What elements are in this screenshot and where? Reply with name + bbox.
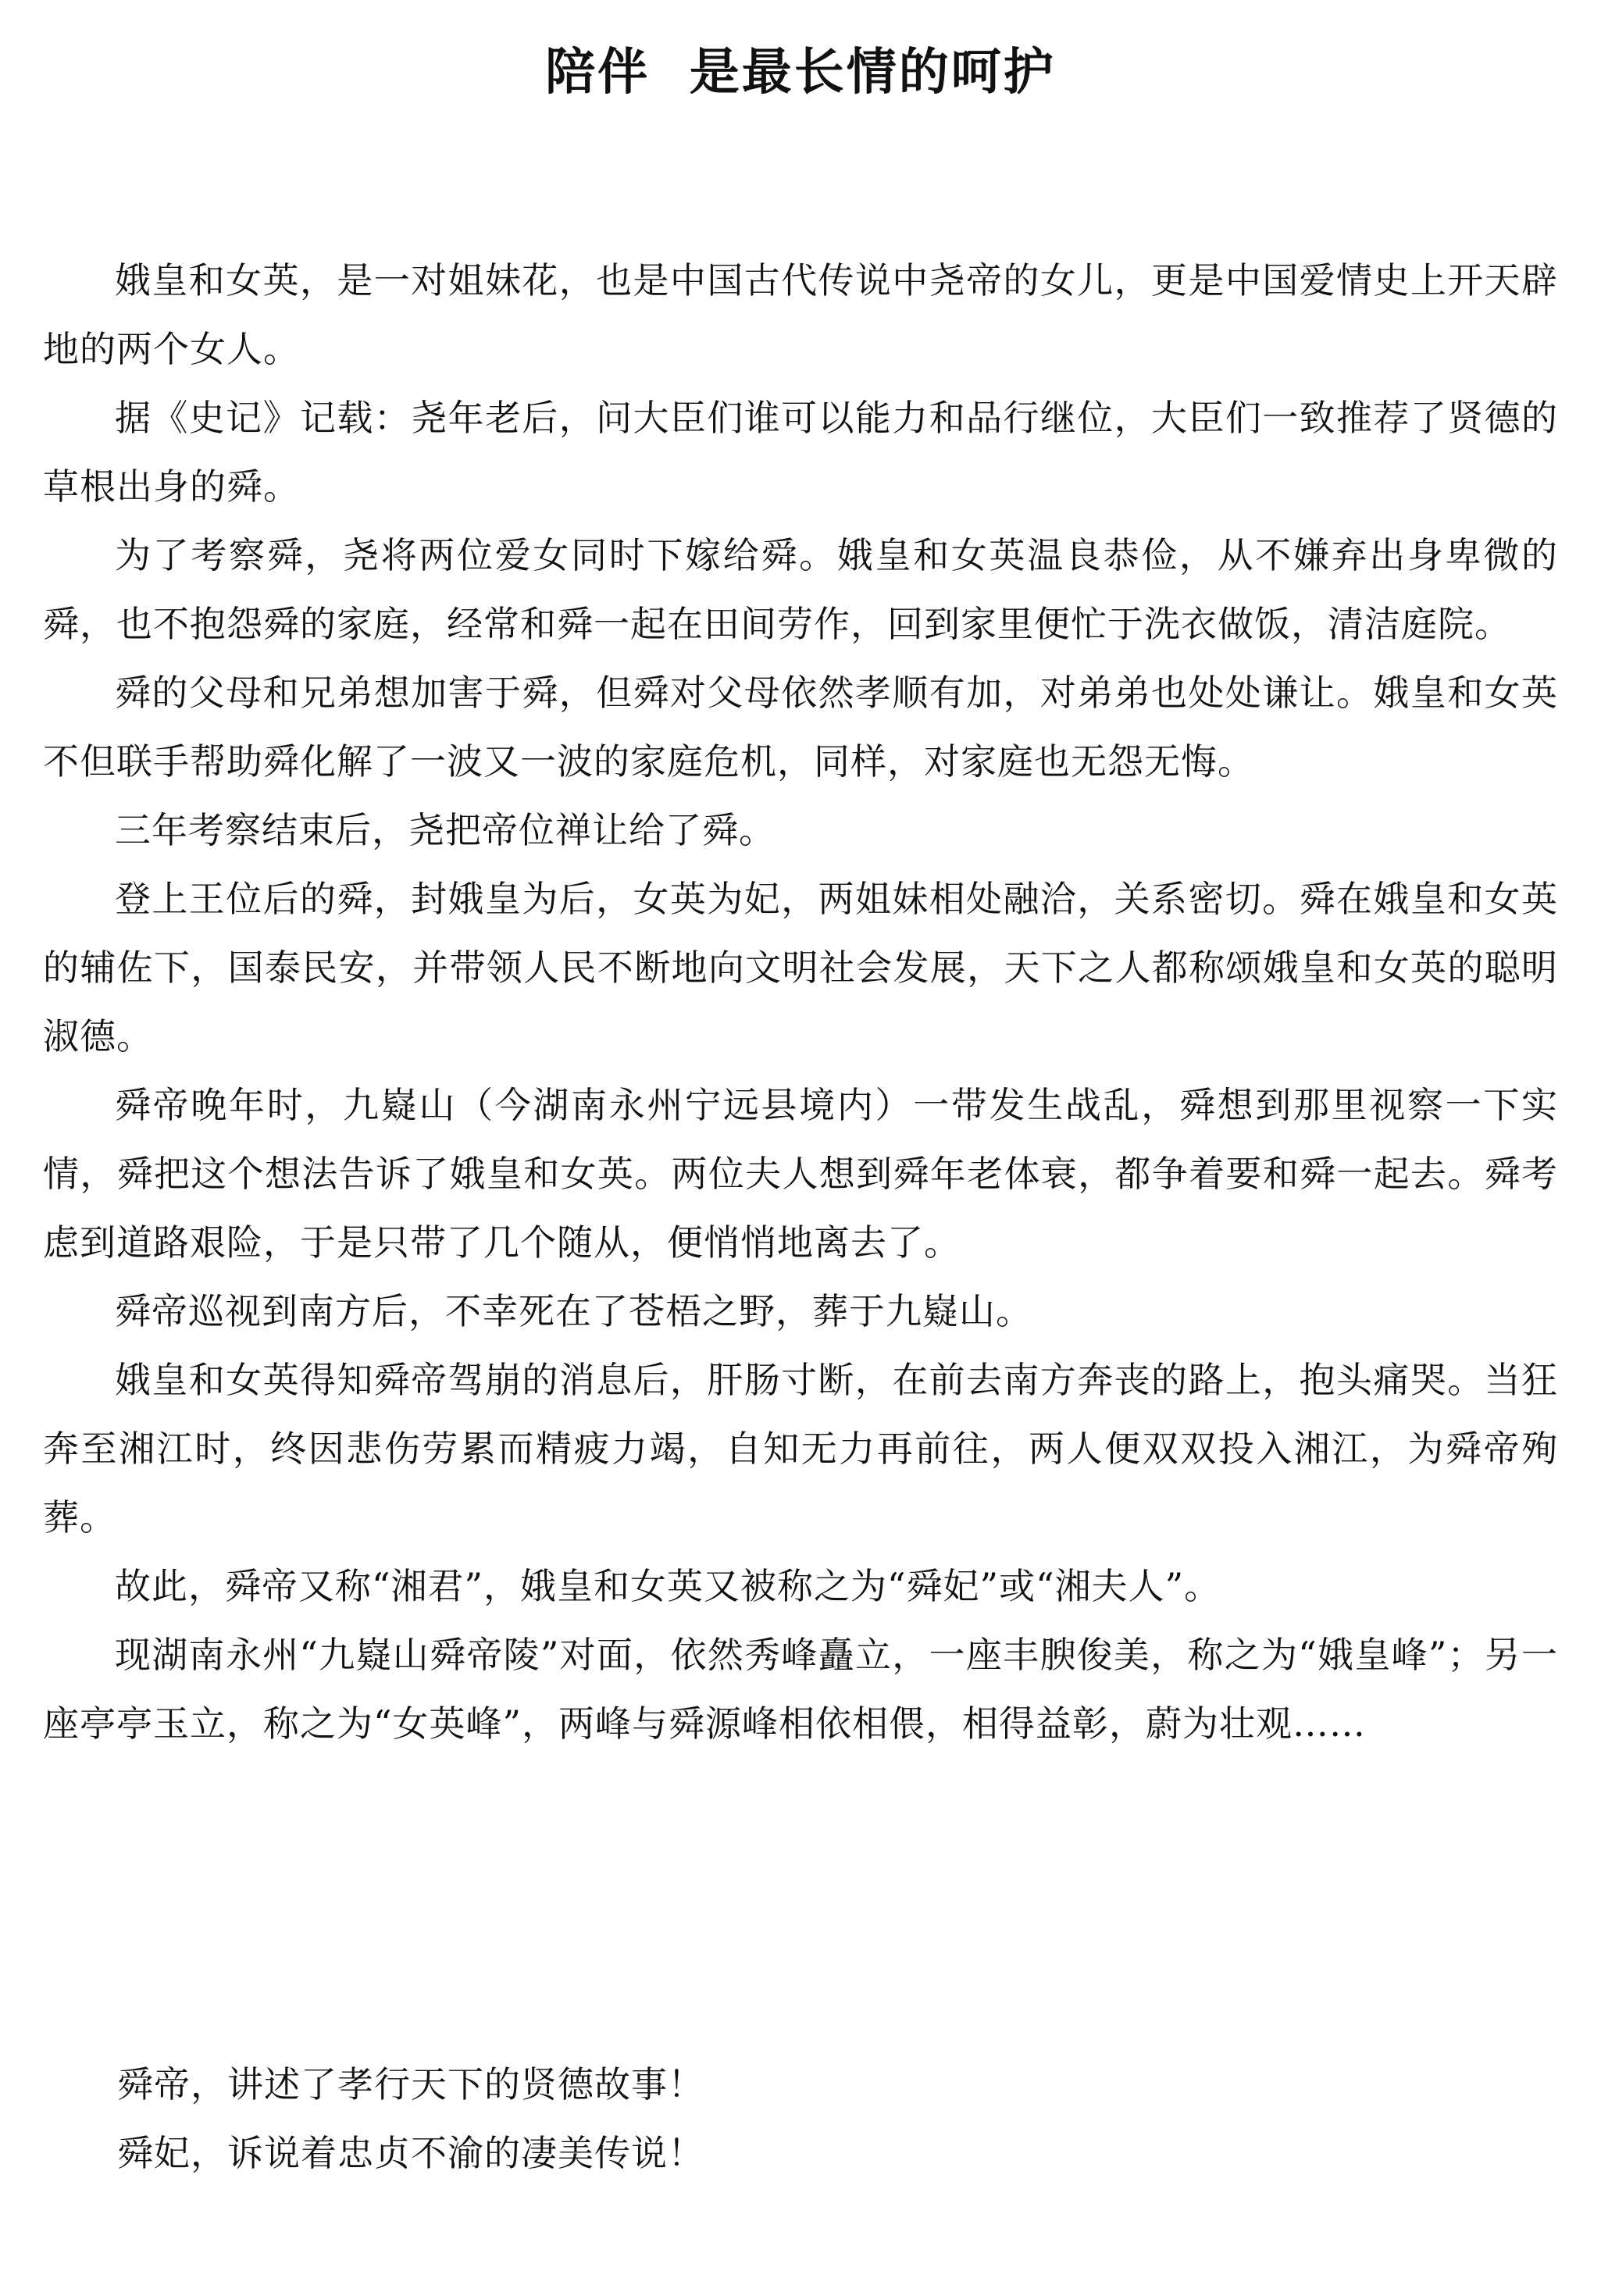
closing-line-2: 舜妃，诉说着忠贞不渝的凄美传说！ — [117, 2132, 704, 2174]
paragraph-1: 娥皇和女英，是一对姐妹花，也是中国古代传说中尧帝的女儿，更是中国爱情史上开天辟地的两个女人。 — [43, 259, 1558, 370]
closing-line-1: 舜帝，讲述了孝行天下的贤德故事！ — [117, 2063, 704, 2105]
paragraph-6: 登上王位后的舜，封娥皇为后，女英为妃，两姐妹相处融洽，关系密切。舜在娥皇和女英的辅佐下，国泰民安，并带领人民不断地向文明社会发展，天下之人都称颂娥皇和女英的聪明淑德。 — [43, 878, 1558, 1057]
paragraph-9: 娥皇和女英得知舜帝驾崩的消息后，肝肠寸断，在前去南方奔丧的路上，抱头痛哭。当狂奔至湘江时，终因悲伤劳累而精疲力竭，自知无力再前往，两人便双双投入湘江，为舜帝殉葬。 — [43, 1359, 1558, 1538]
paragraph-10: 故此，舜帝又称“湘君”，娥皇和女英又被称之为“舜妃”或“湘夫人”。 — [115, 1565, 1221, 1607]
paragraph-3: 为了考察舜，尧将两位爱女同时下嫁给舜。娥皇和女英温良恭俭，从不嫌弃出身卑微的舜，也不抱怨舜的家庭，经常和舜一起在田间劳作，回到家里便忙于洗衣做饭，清洁庭院。 — [43, 534, 1558, 645]
page-title: 陪伴 是最长情的呵护 — [545, 43, 1056, 102]
paragraph-2: 据《史记》记载：尧年老后，问大臣们谁可以能力和品行继位，大臣们一致推荐了贤德的草根出身的舜。 — [43, 397, 1558, 508]
paragraph-7: 舜帝晚年时，九嶷山（今湖南永州宁远县境内）一带发生战乱，舜想到那里视察一下实情，舜把这个想法告诉了娥皇和女英。两位夫人想到舜年老体衰，都争着要和舜一起去。舜考虑到道路艰险，于是只带了几个随从，便悄悄地离去了。 — [43, 1084, 1558, 1264]
paragraph-5: 三年考察结束后，尧把帝位禅让给了舜。 — [115, 809, 776, 851]
paragraph-11: 现湖南永州“九嶷山舜帝陵”对面，依然秀峰矗立，一座丰腴俊美，称之为“娥皇峰”；另一座亭亭玉立，称之为“女英峰”，两峰与舜源峰相依相偎，相得益彰，蔚为壮观…… — [43, 1634, 1558, 1745]
paragraph-8: 舜帝巡视到南方后，不幸死在了苍梧之野，葬于九嶷山。 — [115, 1290, 1032, 1332]
paragraph-4: 舜的父母和兄弟想加害于舜，但舜对父母依然孝顺有加，对弟弟也处处谦让。娥皇和女英不但联手帮助舜化解了一波又一波的家庭危机，同样，对家庭也无怨无悔。 — [43, 672, 1558, 783]
article-body — [43, 246, 1558, 1758]
closing-verse — [117, 2050, 1523, 2187]
